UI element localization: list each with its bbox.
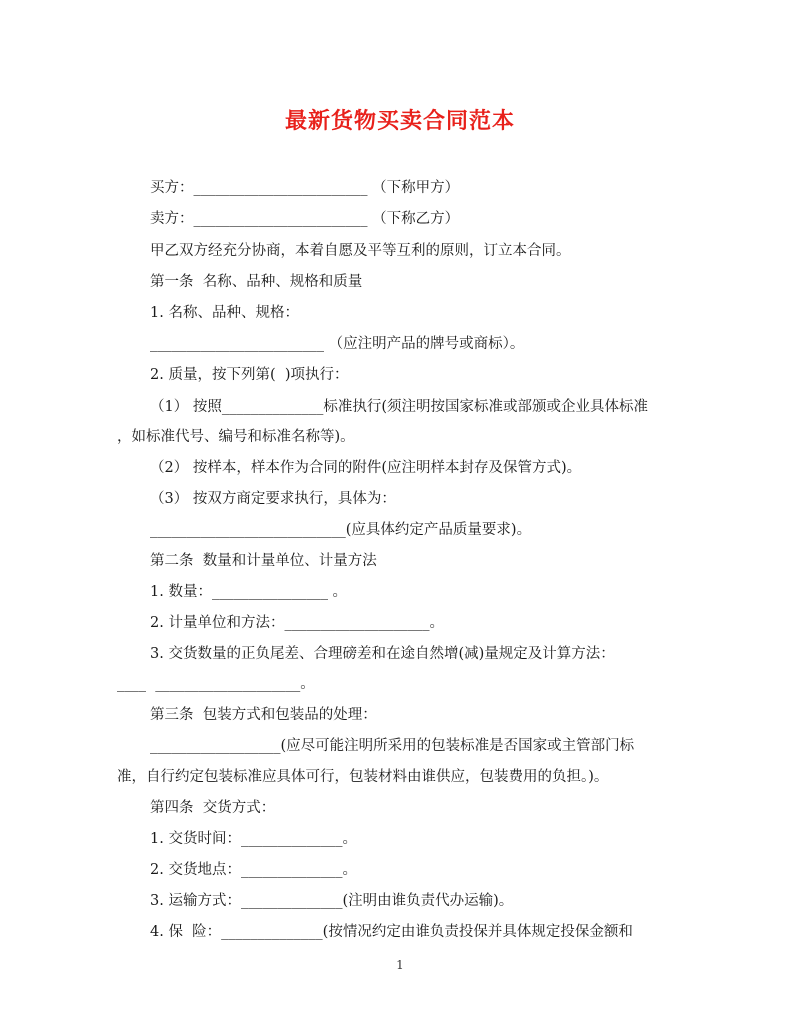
article-1-heading: 第一条 名称、品种、规格和质量 [150, 274, 363, 290]
article-2-item-2: 2. 计量单位和方法：____________________。 [150, 615, 444, 631]
article-2-item-3: 3. 交货数量的正负尾差、合理磅差和在途自然增(减)量规定及计算方法： [150, 646, 615, 662]
article-3-body-cont: 准，自行约定包装标准应具体可行，包装材料由谁供应，包装费用的负担。)。 [117, 769, 609, 785]
article-3-body: __________________(应尽可能注明所采用的包装标准是否国家或主管部门标 [150, 738, 635, 754]
quality-option-3: （3） 按双方商定要求执行，具体为： [150, 491, 396, 507]
quality-option-3-blank: ___________________________(应具体约定产品质量要求)。 [150, 522, 532, 538]
buyer-line: 买方：________________________ （下称甲方） [150, 180, 460, 196]
article-3-heading: 第三条 包装方式和包装品的处理： [150, 707, 377, 723]
article-4-item-3: 3. 运输方式：______________(注明由谁负责代办运输)。 [150, 893, 514, 909]
article-4-item-2: 2. 交货地点：______________。 [150, 862, 357, 878]
article-4-item-1: 1. 交货时间：______________。 [150, 831, 357, 847]
article-2-item-1: 1. 数量：________________ 。 [150, 584, 348, 600]
article-1-item-2: 2. 质量，按下列第( )项执行： [150, 367, 349, 383]
preamble: 甲乙双方经充分协商，本着自愿及平等互利的原则，订立本合同。 [150, 243, 571, 259]
article-1-item-1: 1. 名称、品种、规格： [150, 305, 299, 321]
article-4-item-4: 4. 保 险：______________(按情况约定由谁负责投保并具体规定投保金额和 [150, 924, 633, 940]
article-2-heading: 第二条 数量和计量单位、计量方法 [150, 553, 377, 569]
page-number: 1 [396, 958, 404, 972]
quality-option-1: （1） 按照______________标准执行(须注明按国家标准或部颁或企业具体标准 [150, 399, 648, 415]
article-1-item-1-blank: ________________________ （应注明产品的牌号或商标）。 [150, 336, 525, 352]
quality-option-1-cont: ，如标准代号、编号和标准名称等)。 [117, 429, 355, 445]
quality-option-2: （2） 按样本，样本作为合同的附件(应注明样本封存及保管方式)。 [150, 460, 582, 476]
article-4-heading: 第四条 交货方式： [150, 800, 276, 816]
article-2-item-3-blank: ____ ____________________。 [117, 676, 315, 692]
seller-line: 卖方：________________________ （下称乙方） [150, 211, 460, 227]
page-title: 最新货物买卖合同范本 [284, 108, 515, 134]
